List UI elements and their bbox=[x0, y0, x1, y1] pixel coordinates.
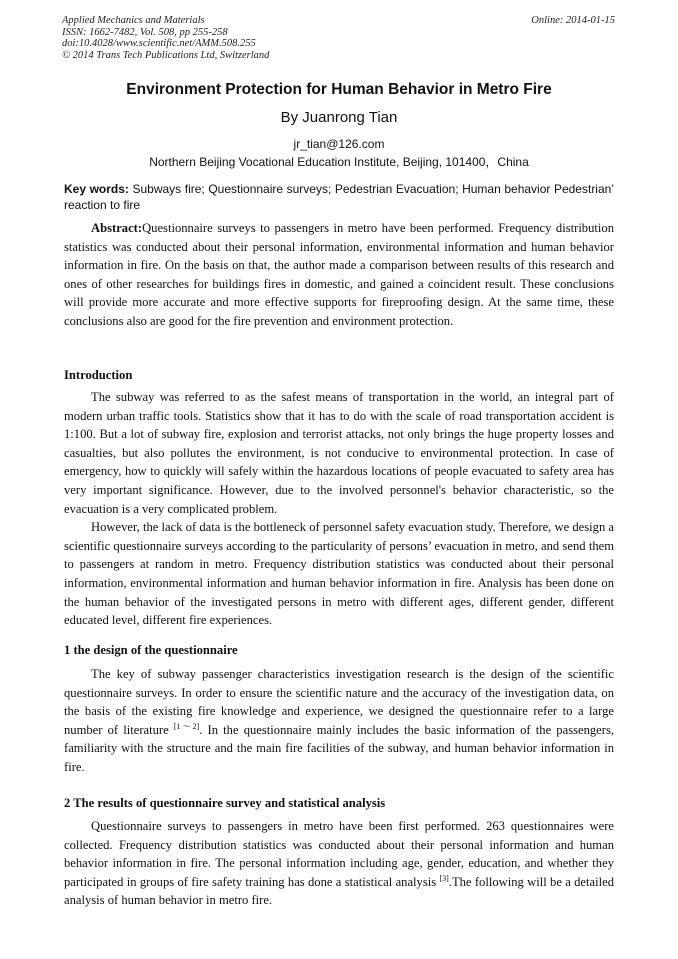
online-date: Online: 2014-01-15 bbox=[531, 15, 615, 26]
abstract-label: Abstract: bbox=[91, 221, 143, 235]
citation-3[interactable]: [3] bbox=[439, 873, 449, 883]
section-1-heading: 1 the design of the questionnaire bbox=[64, 643, 238, 657]
journal-name: Applied Mechanics and Materials bbox=[62, 15, 205, 26]
author-line: By Juanrong Tian bbox=[280, 109, 398, 126]
section-1-text-after: . In the questionnaire mainly includes the basic information of the passengers, familiarity with the structure and the main fire facilities of the subway, and human behavior information in fire. bbox=[64, 722, 615, 774]
citation-1-2[interactable]: [1～2] bbox=[173, 721, 200, 731]
section-1-paragraph bbox=[64, 665, 614, 777]
section-2-paragraph bbox=[64, 817, 614, 910]
introduction-heading: Introduction bbox=[64, 368, 133, 382]
keywords bbox=[64, 181, 614, 213]
section-2-body bbox=[64, 817, 614, 910]
copyright-line: © 2014 Trans Tech Publications Ltd, Switzerland bbox=[62, 49, 270, 61]
abstract bbox=[64, 219, 614, 331]
author-email: jr_tian@126.com bbox=[293, 137, 385, 151]
introduction-paragraph-1: The subway was referred to as the safest means of transportation in the world, an integral part of modern urban traffic tools. Statistics show that it has to do with the scale of road transportation accident is 1:100. But a lot of subway fire, explosion and terrorist attacks, not only brings the huge property losses and casualties, but also pollutes the environment, is not conducive to environmental protection. In case of emergency, how to quickly will safely within the hazardous locations of people evacuated to safety area has very important significance. However, due to the involved personnel's behavior characteristic, so the evacuation is a very complicated problem. bbox=[64, 390, 614, 516]
section-2-heading: 2 The results of questionnaire survey and statistical analysis bbox=[64, 796, 386, 810]
section-1-body bbox=[64, 665, 614, 777]
introduction-body bbox=[64, 388, 614, 630]
journal-metadata bbox=[62, 15, 269, 61]
paper-title: Environment Protection for Human Behavior in Metro Fire bbox=[126, 81, 552, 98]
section-2-text-after: .The following will be a detailed analysis of human behavior in metro fire. bbox=[64, 874, 614, 908]
author-affiliation: Northern Beijing Vocational Education Institute, Beijing, 101400，China bbox=[149, 155, 529, 169]
keywords-label: Key words: bbox=[64, 182, 129, 196]
section-2-text-before: Questionnaire surveys to passengers in metro have been first performed. 263 questionnaires were collected. Frequency distribution statistics was conducted about their personal information and human behavior information in fire. The personal information including age, gender, education, and whether they participated in groups of fire safety training has done a statistical analysis bbox=[64, 819, 614, 889]
introduction-paragraph-2: However, the lack of data is the bottleneck of personnel safety evacuation study. Therefore, we design a scientific questionnaire surveys according to the particularity of persons’ evacuation in metro, and send them to passengers at random in metro. Frequency distribution statistics was conducted about their personal information, environmental information and human behavior information in fire. Analysis has been done on the human behavior of the investigated persons in metro with different ages, different gender, different educated level, different fire experiences. bbox=[64, 520, 614, 628]
abstract-text: Questionnaire surveys to passengers in metro have been performed. Frequency distribution statistics was conducted about their personal information, environmental information and human behavior information in fire. On the basis on that, the author made a comparison between results of this research and ones of other researches for buildings fires in domestic, and gained a coincident result. These conclusions will provide more accurate and more effective supports for fireproofing design. At the same time, these conclusions also are good for the fire prevention and environment protection. bbox=[64, 221, 614, 328]
keywords-text: Subways fire; Questionnaire surveys; Pedestrian Evacuation; Human behavior Pedestrian’ reaction to fire bbox=[64, 182, 614, 212]
doi-line: doi:10.4028/www.scientific.net/AMM.508.255 bbox=[62, 38, 256, 49]
issn-line: ISSN: 1662-7482, Vol. 508, pp 255-258 bbox=[62, 26, 228, 38]
section-1-text-before: The key of subway passenger characteristics investigation research is the design of the scientific questionnaire surveys. In order to ensure the scientific nature and the accuracy of the investigation data, on the basis of the existing fire knowledge and experience, we designed the questionnaire refer to a large number of literature bbox=[64, 667, 614, 737]
